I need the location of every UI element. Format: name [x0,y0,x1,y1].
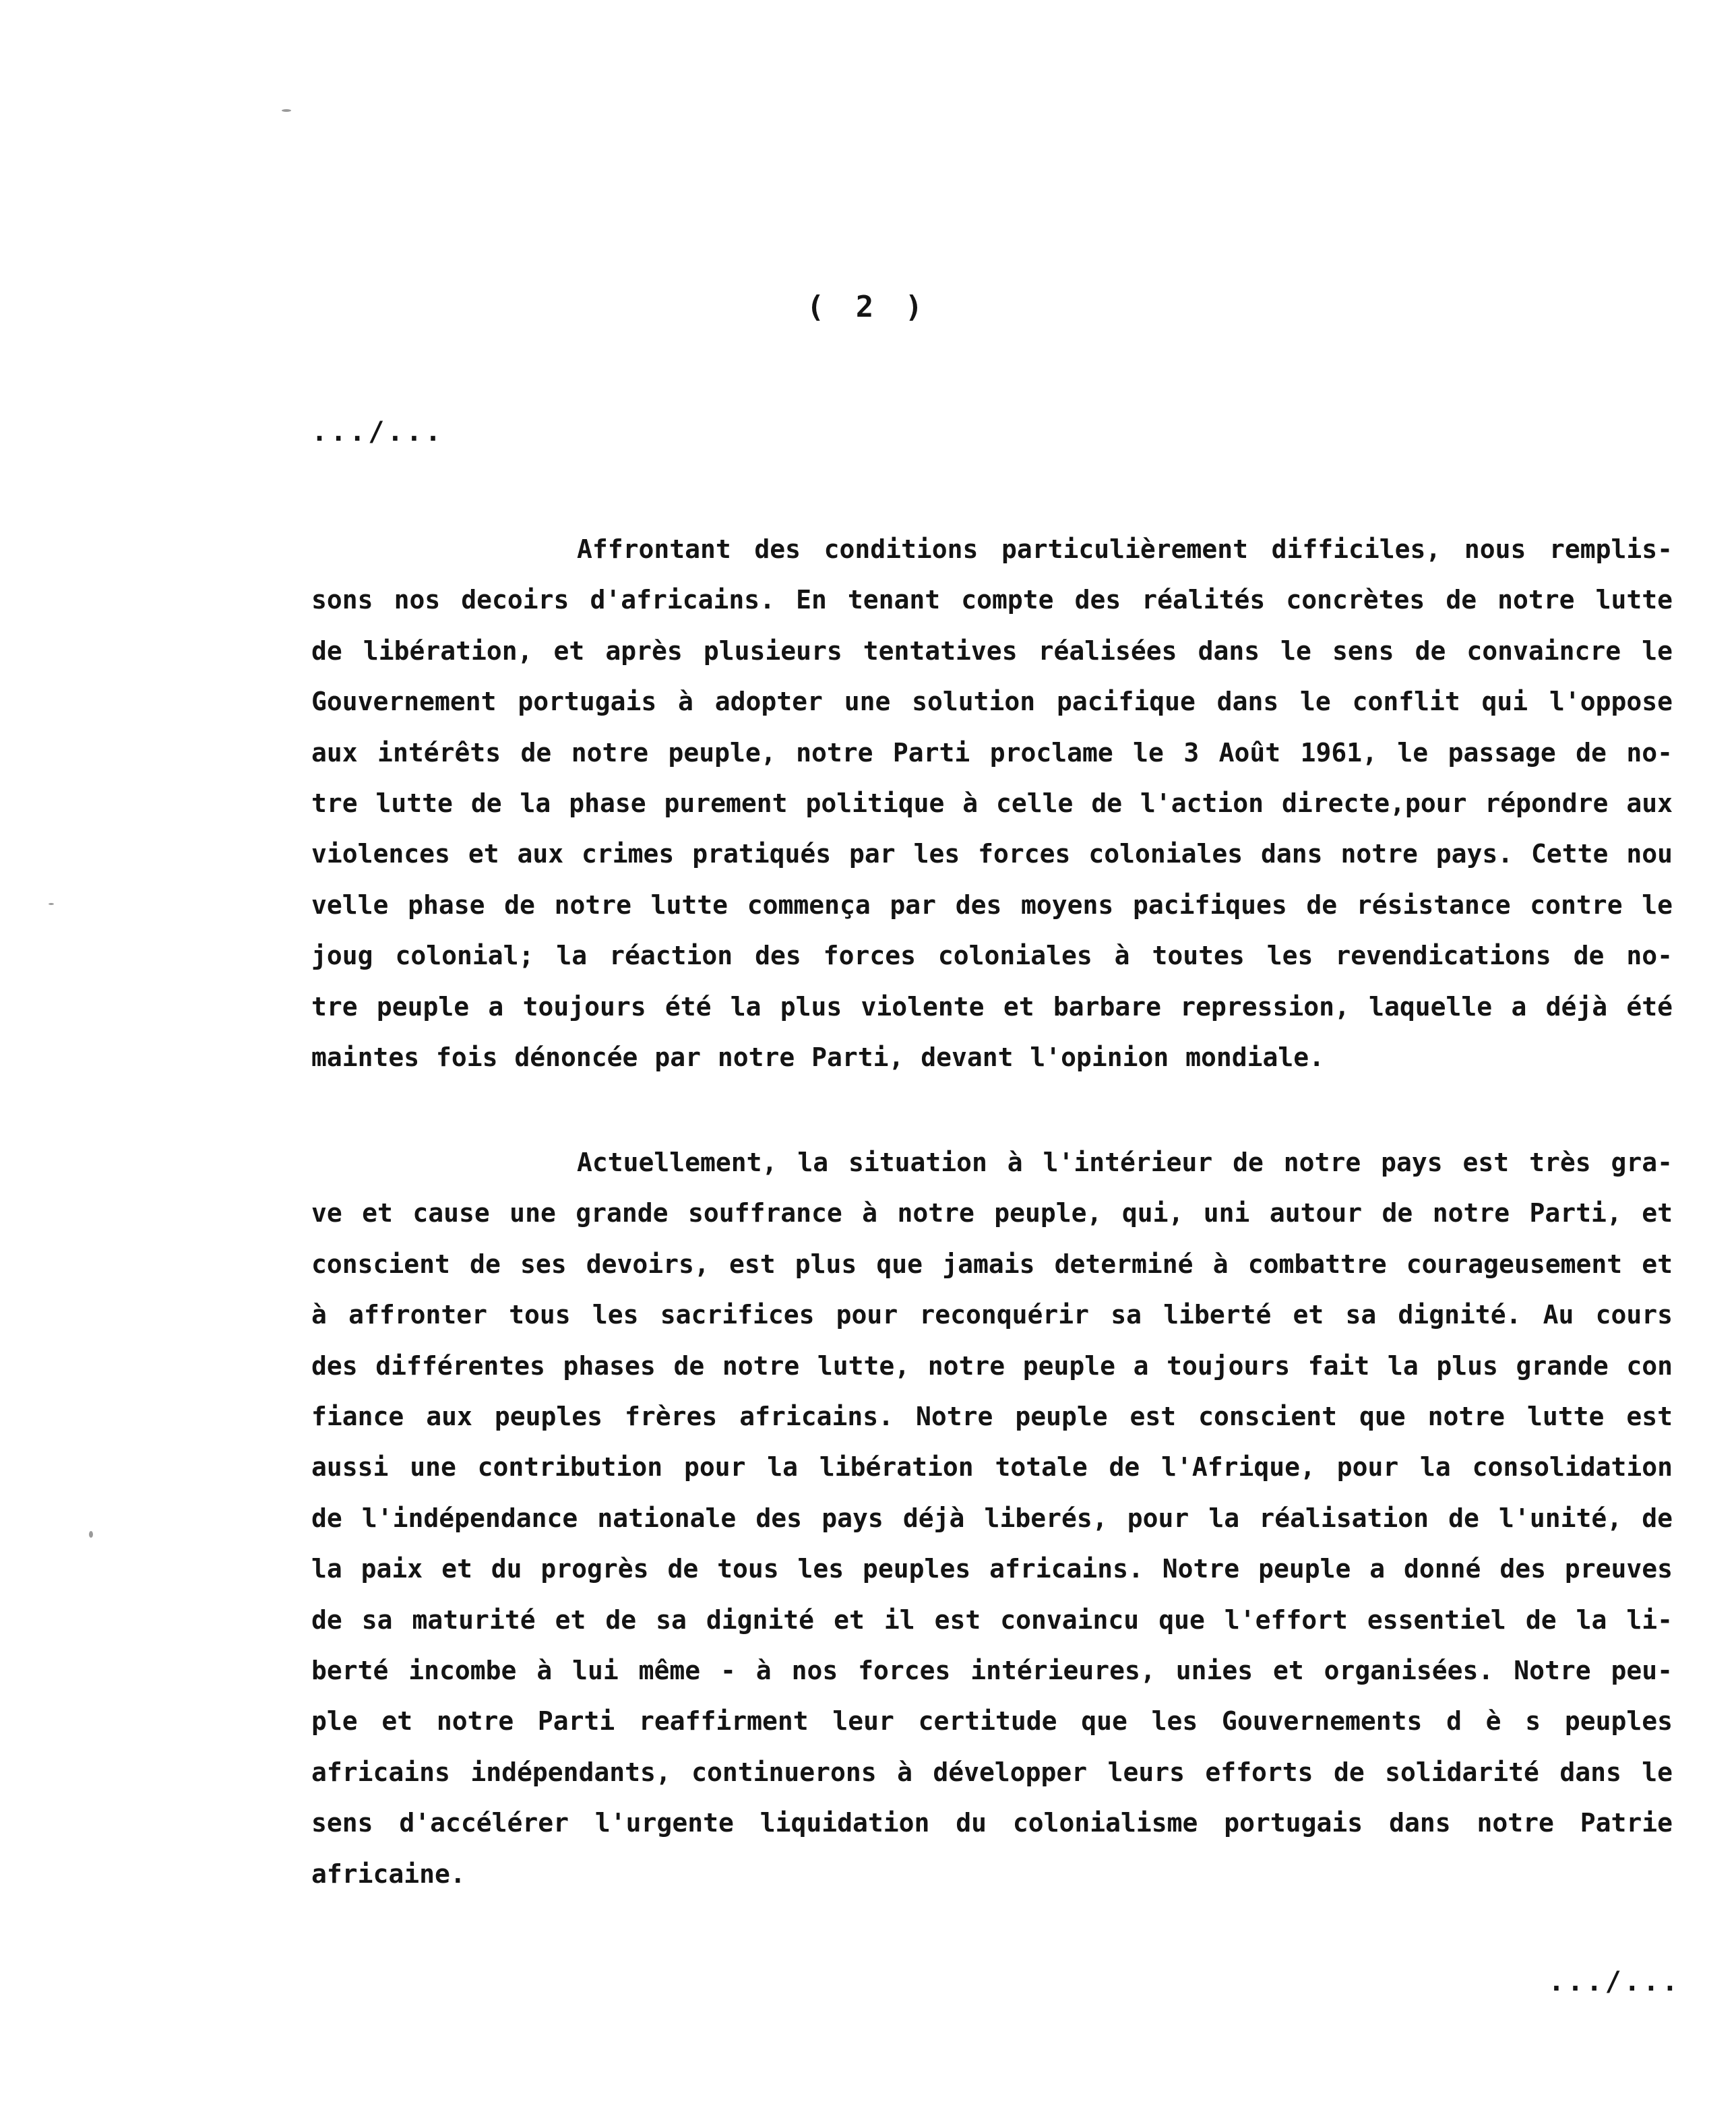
text-line: africains indépendants, continuerons à développer leurs efforts de solidarité dans le [311,1757,1673,1787]
scan-speck [89,1531,93,1538]
text-line: berté incombe à lui même - à nos forces intérieures, unies et organisées. Notre peu- [311,1656,1673,1686]
text-line: ple et notre Parti reaffirment leur certitude que les Gouvernements d è s peuples [311,1706,1673,1737]
text-line: maintes fois dénoncée par notre Parti, devant l'opinion mondiale. [311,1042,1325,1073]
text-line: aussi une contribution pour la libération totale de l'Afrique, pour la consolidation [311,1452,1673,1482]
text-line: joug colonial; la réaction des forces coloniales à toutes les revendications de no- [311,941,1673,971]
text-line: ve et cause une grande souffrance à notre peuple, qui, uni autour de notre Parti, et [311,1198,1673,1228]
text-line: tre lutte de la phase purement politique à celle de l'action directe,pour répondre aux [311,788,1673,819]
scan-speck [49,903,54,905]
continuation-mark-top: .../... [311,416,444,447]
body-paragraph-2 [311,1137,1673,1900]
text-line: de libération, et après plusieurs tentatives réalisées dans le sens de convaincre le [311,635,1673,666]
text-line: aux intérêts de notre peuple, notre Parti proclame le 3 Août 1961, le passage de no- [311,737,1673,768]
text-line: conscient de ses devoirs, est plus que jamais determiné à combattre courageusement et [311,1249,1673,1279]
text-line: des différentes phases de notre lutte, notre peuple a toujours fait la plus grande con [311,1350,1673,1381]
text-line: de l'indépendance nationale des pays déjà liberés, pour la réalisation de l'unité, de [311,1503,1673,1533]
continuation-mark-bottom: .../... [1548,1966,1681,1997]
text-line: violences et aux crimes pratiqués par les forces coloniales dans notre pays. Cette nou [311,839,1673,869]
text-line: à affronter tous les sacrifices pour reconquérir sa liberté et sa dignité. Au cours [311,1300,1673,1330]
text-line: velle phase de notre lutte commença par des moyens pacifiques de résistance contre le [311,889,1673,920]
text-line: tre peuple a toujours été la plus violente et barbare repression, laquelle a déjà été [311,991,1673,1022]
text-line: Affrontant des conditions particulièrement difficiles, nous remplis- [577,534,1673,564]
scan-speck [282,109,291,112]
text-line: Gouvernement portugais à adopter une solution pacifique dans le conflit qui l'oppose [311,687,1673,717]
text-line: fiance aux peuples frères africains. Notre peuple est conscient que notre lutte est [311,1402,1673,1432]
text-line: sons nos decoirs d'africains. En tenant compte des réalités concrètes de notre lutte [311,585,1673,615]
text-line: sens d'accélérer l'urgente liquidation du colonialisme portugais dans notre Patrie [311,1808,1673,1838]
page-number: ( 2 ) [806,290,930,324]
text-line: de sa maturité et de sa dignité et il est convaincu que l'effort essentiel de la li- [311,1604,1673,1635]
text-line: africaine. [311,1858,466,1889]
text-line: Actuellement, la situation à l'intérieur de notre pays est très gra- [577,1148,1673,1177]
text-line: la paix et du progrès de tous les peuples africains. Notre peuple a donné des preuves [311,1554,1673,1584]
body-paragraph-1 [311,524,1673,1083]
